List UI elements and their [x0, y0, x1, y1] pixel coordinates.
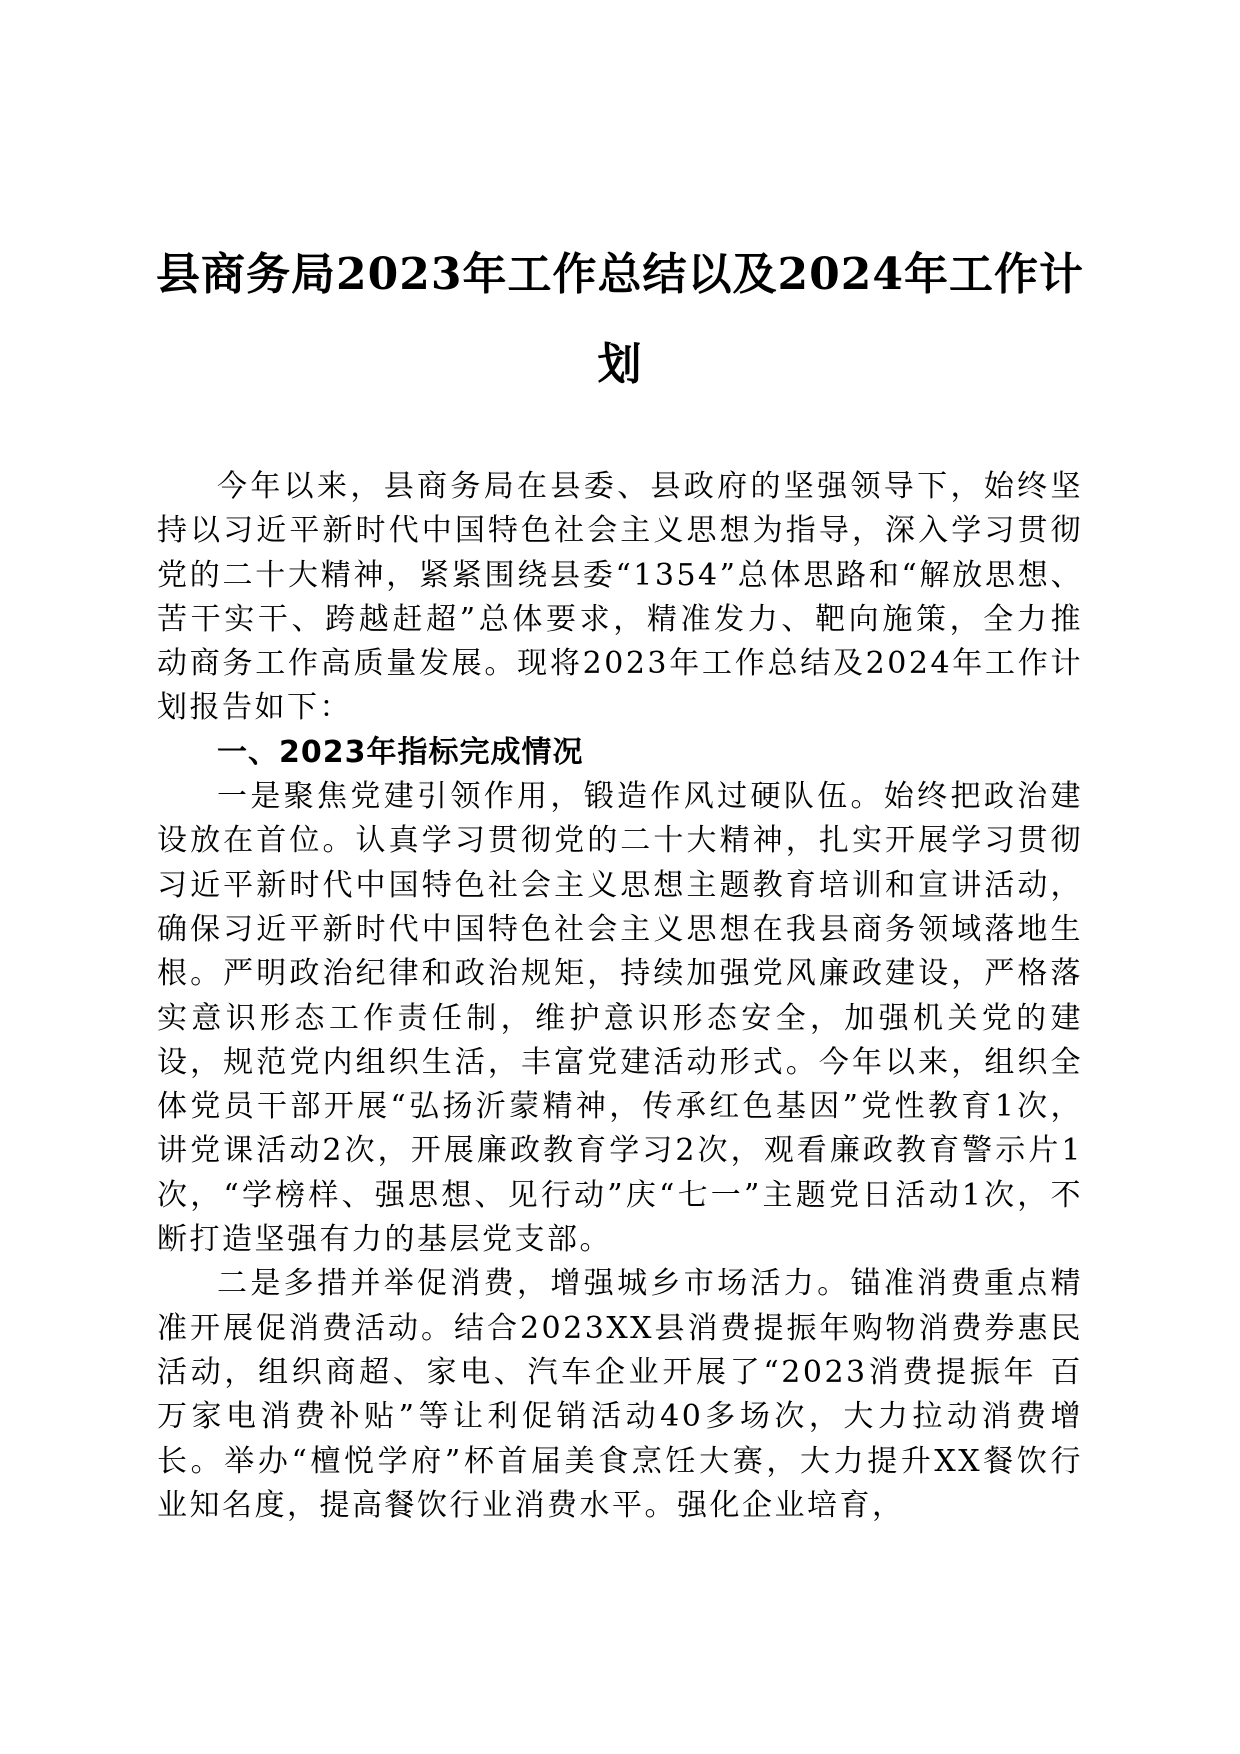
document-body — [157, 465, 1083, 1528]
section-heading: 一、2023年指标完成情况 — [217, 734, 584, 770]
intro-paragraph: 今年以来，县商务局在县委、县政府的坚强领导下，始终坚持以习近平新时代中国特色社会主义思想为指导，深入学习贯彻党的二十大精神，紧紧围绕县委“1354”总体思路和“解放思想、苦干实干、跨越赶超”总体要求，精准发力、靶向施策，全力推动商务工作高质量发展。现将2023年工作总结及2024年工作计划报告如下： — [157, 469, 1083, 726]
document-title: 县商务局2023年工作总结以及2024年工作计划 — [156, 249, 1084, 390]
body-paragraph: 一是聚焦党建引领作用，锻造作风过硬队伍。始终把政治建设放在首位。认真学习贯彻党的二十大精神，扎实开展学习贯彻习近平新时代中国特色社会主义思想主题教育培训和宣讲活动，确保习近平新时代中国特色社会主义思想在我县商务领域落地生根。严明政治纪律和政治规矩，持续加强党风廉政建设，严格落实意识形态工作责任制，维护意识形态安全，加强机关党的建设，规范党内组织生活，丰富党建活动形式。今年以来，组织全体党员干部开展“弘扬沂蒙精神，传承红色基因”党性教育1次，讲党课活动2次，开展廉政教育学习2次，观看廉政教育警示片1次，“学榜样、强思想、见行动”庆“七一”主题党日活动1次，不断打造坚强有力的基层党支部。 — [157, 779, 1083, 1258]
body-paragraph: 二是多措并举促消费，增强城乡市场活力。锚准消费重点精准开展促消费活动。结合2023XX县消费提振年购物消费券惠民活动，组织商超、家电、汽车企业开展了“2023消费提振年 百万家电消费补贴”等让利促销活动40多场次，大力拉动消费增长。举办“檀悦学府”杯首届美食烹饪大赛，大力提升XX餐饮行业知名度，提高餐饮行业消费水平。强化企业培育， — [157, 1266, 1083, 1523]
